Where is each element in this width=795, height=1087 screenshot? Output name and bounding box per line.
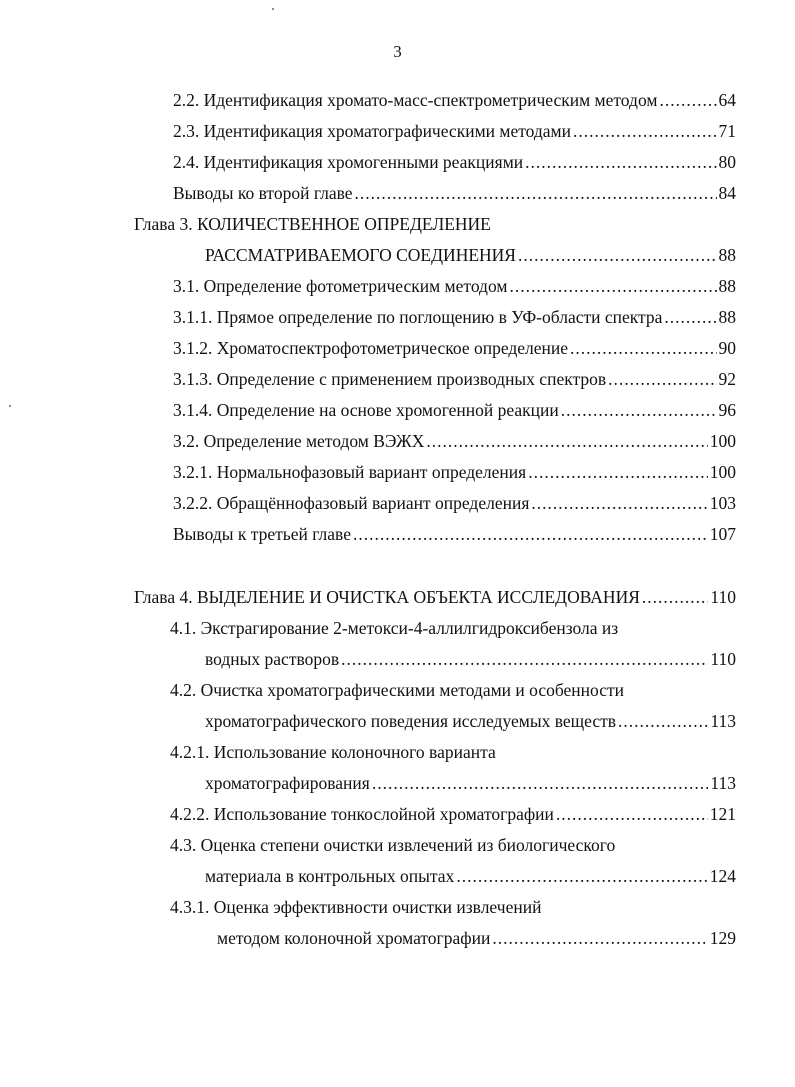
toc-entry-2-3[interactable] [173, 119, 736, 143]
leader-dots [531, 491, 707, 515]
leader-dots [573, 119, 717, 143]
toc-entry-2-4[interactable] [173, 150, 736, 174]
toc-entry-title: хроматографического поведения исследуемых веществ [205, 711, 616, 731]
toc-entry-title: водных растворов [205, 649, 340, 669]
toc-chapter-4-heading[interactable] [134, 585, 736, 609]
leader-dots [341, 647, 708, 671]
leader-dots [556, 802, 708, 826]
toc-entry-title: Выводы ко второй главе [173, 183, 353, 203]
leader-dots [642, 585, 709, 609]
toc-entry-title: 3.2.2. Обращённофазовый вариант определения [173, 493, 530, 513]
toc-entry-title: РАССМАТРИВАЕМОГО СОЕДИНЕНИЯ [205, 245, 516, 265]
toc-entry-4-1[interactable]: 4.1. Экстрагирование 2-метокси-4-аллилгидроксибензола из [170, 618, 619, 638]
toc-entry-title: материала в контрольных опытах [205, 866, 455, 886]
toc-entry-title: Глава 4. ВЫДЕЛЕНИЕ И ОЧИСТКА ОБЪЕКТА ИССЛЕДОВАНИЯ [134, 587, 640, 607]
toc-entry-page: 100 [709, 431, 736, 451]
toc-entry-3-2-2[interactable] [173, 491, 736, 515]
toc-entry-page: 64 [718, 90, 736, 110]
leader-dots [456, 864, 707, 888]
leader-dots [528, 460, 708, 484]
toc-entry-page: 71 [718, 121, 736, 141]
toc-entry-page: 80 [718, 152, 736, 172]
leader-dots [561, 398, 717, 422]
toc-entry-4-2[interactable]: 4.2. Очистка хроматографическими методами и особенности [170, 680, 625, 700]
toc-entry-title: 3.1.2. Хроматоспектрофотометрическое определение [173, 338, 569, 358]
toc-entry-title: 2.4. Идентификация хромогенными реакциями [173, 152, 524, 172]
toc-entry-page: 107 [709, 524, 736, 544]
toc-entry-title: 3.2.1. Нормальнофазовый вариант определения [173, 462, 527, 482]
toc-entry-title: 3.2. Определение методом ВЭЖХ [173, 431, 425, 451]
toc-entry-3-1-2[interactable] [173, 336, 736, 360]
toc-entry-page: 113 [710, 773, 736, 793]
toc-entry-page: 110 [710, 649, 736, 669]
toc-entry-3-2[interactable] [173, 429, 736, 453]
leader-dots [353, 522, 708, 546]
toc-entry-4-3-1-cont[interactable] [217, 926, 736, 950]
toc-entry-page: 113 [710, 711, 736, 731]
toc-entry-3-1-3[interactable] [173, 367, 736, 391]
toc-chapter-3-heading[interactable]: Глава 3. КОЛИЧЕСТВЕННОЕ ОПРЕДЕЛЕНИЕ [134, 214, 491, 234]
toc-entry-title: 2.2. Идентификация хромато-масс-спектрометрическим методом [173, 90, 658, 110]
toc-entry-page: 90 [718, 338, 736, 358]
toc-chapter-3-heading-cont[interactable] [205, 243, 736, 267]
toc-entry-3-1[interactable] [173, 274, 736, 298]
toc-entry-title: 2.3. Идентификация хроматографическими методами [173, 121, 571, 141]
leader-dots [492, 926, 707, 950]
toc-entry-4-3-1[interactable]: 4.3.1. Оценка эффективности очистки извлечений [170, 897, 542, 917]
toc-entry-title: 3.1.3. Определение с применением производных спектров [173, 369, 607, 389]
leader-dots [608, 367, 716, 391]
toc-entry-page: 96 [718, 400, 736, 420]
toc-entry-3-1-1[interactable] [173, 305, 736, 329]
toc-entry-title: 3.1. Определение фотометрическим методом [173, 276, 508, 296]
toc-entry-4-1-cont[interactable] [205, 647, 736, 671]
leader-dots [618, 709, 708, 733]
toc-entry-4-3[interactable]: 4.3. Оценка степени очистки извлечений из биологического [170, 835, 616, 855]
toc-entry-title: 3.1.1. Прямое определение по поглощению в УФ-области спектра [173, 307, 663, 327]
toc-entry-page: 100 [709, 462, 736, 482]
leader-dots [509, 274, 716, 298]
toc-entry-3-1-4[interactable] [173, 398, 736, 422]
scan-speck [272, 8, 274, 10]
toc-entry-conclusions-2[interactable] [173, 181, 736, 205]
toc-entry-page: 129 [709, 928, 736, 948]
leader-dots [518, 243, 717, 267]
toc-entry-conclusions-3[interactable] [173, 522, 736, 546]
toc-entry-4-3-cont[interactable] [205, 864, 736, 888]
leader-dots [664, 305, 716, 329]
leader-dots [525, 150, 716, 174]
leader-dots [355, 181, 717, 205]
toc-entry-page: 84 [718, 183, 736, 203]
leader-dots [570, 336, 716, 360]
toc-entry-title: 3.1.4. Определение на основе хромогенной реакции [173, 400, 559, 420]
toc-entry-4-2-2[interactable] [170, 802, 736, 826]
toc-entry-page: 92 [718, 369, 736, 389]
leader-dots [426, 429, 707, 453]
leader-dots [372, 771, 709, 795]
toc-entry-4-2-1-cont[interactable] [205, 771, 736, 795]
toc-entry-page: 88 [718, 245, 736, 265]
toc-entry-page: 124 [709, 866, 736, 886]
leader-dots [659, 88, 716, 112]
toc-entry-title: 4.2.2. Использование тонкослойной хроматографии [170, 804, 554, 824]
toc-entry-4-2-1[interactable]: 4.2.1. Использование колоночного варианта [170, 742, 496, 762]
toc-entry-page: 88 [718, 276, 736, 296]
toc-entry-title: хроматографирования [205, 773, 370, 793]
toc-entry-title: Выводы к третьей главе [173, 524, 351, 544]
toc-entry-page: 88 [718, 307, 736, 327]
page-number: 3 [393, 42, 402, 61]
toc-entry-3-2-1[interactable] [173, 460, 736, 484]
toc-entry-page: 121 [709, 804, 736, 824]
toc-entry-title: методом колоночной хроматографии [217, 928, 491, 948]
scan-speck [9, 405, 11, 407]
toc-entry-4-2-cont[interactable] [205, 709, 736, 733]
toc-entry-page: 103 [709, 493, 736, 513]
toc-entry-page: 110 [710, 587, 736, 607]
toc-entry-2-2[interactable] [173, 88, 736, 112]
